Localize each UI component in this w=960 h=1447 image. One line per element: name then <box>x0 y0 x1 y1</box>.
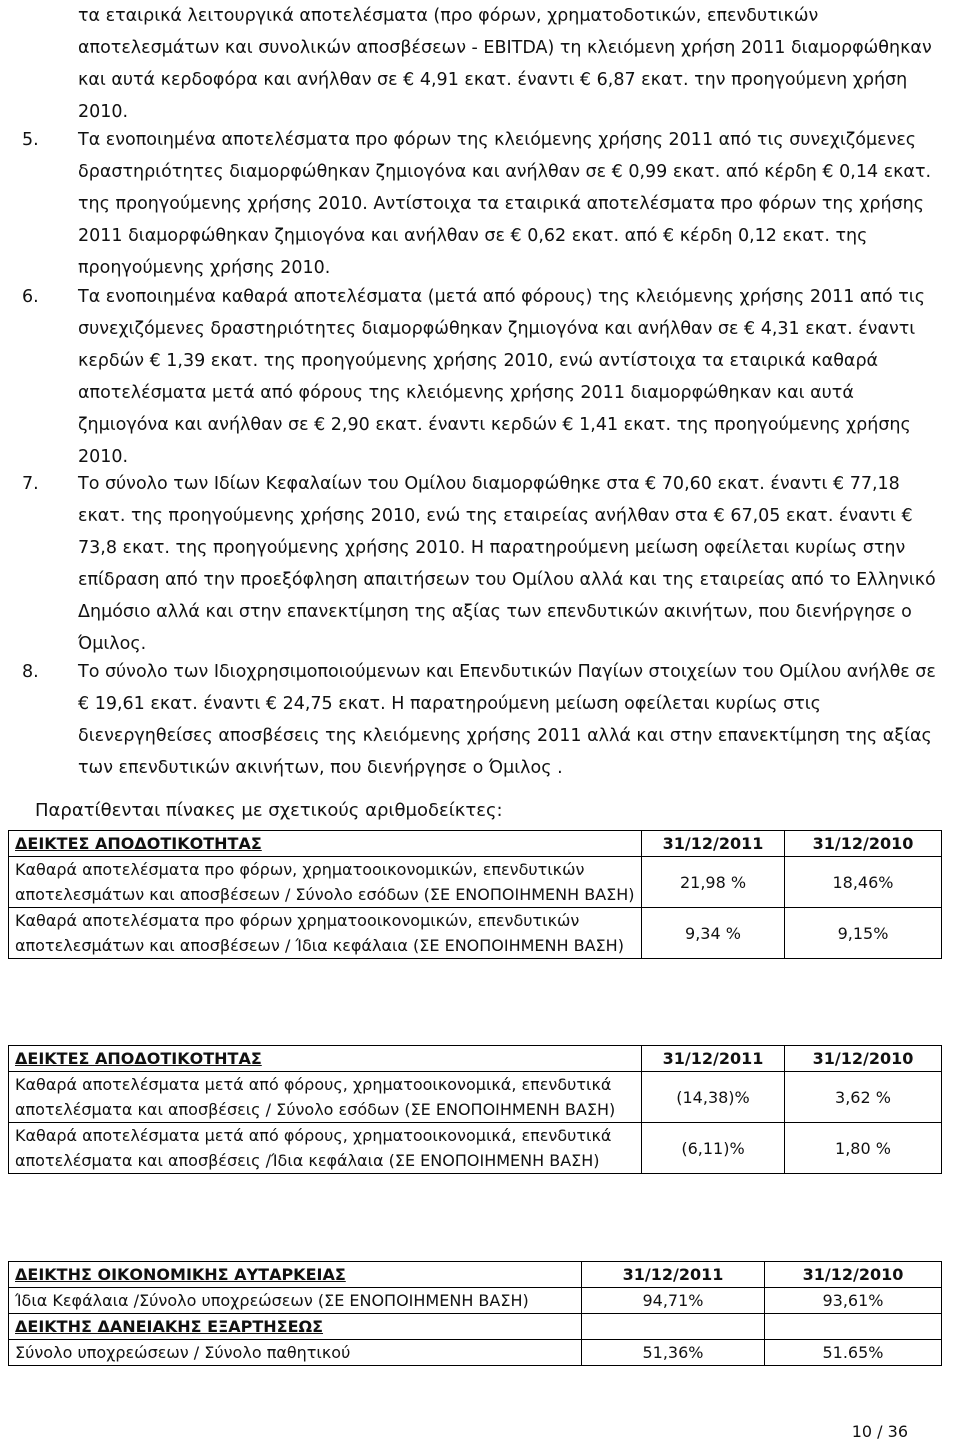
table-cell-label: Καθαρά αποτελέσματα προ φόρων, χρηματοοικονομικών, επενδυτικών αποτελεσμάτων και αποσβέσεων / Σύνολο εσόδων (ΣΕ ΕΝΟΠΟΙΗΜΕΝΗ ΒΑΣΗ) <box>9 857 642 908</box>
table-row <box>9 1288 942 1314</box>
table-cell-empty <box>765 1314 942 1340</box>
item-number: 5. <box>22 130 39 150</box>
table-subheader-cell: ΔΕΙΚΤΗΣ ΔΑΝΕΙΑΚΗΣ ΕΞΑΡΤΗΣΕΩΣ <box>9 1314 582 1340</box>
table-subheader-row <box>9 1314 942 1340</box>
table-cell-label: Ίδια Κεφάλαια /Σύνολο υποχρεώσεων (ΣΕ ΕΝΟΠΟΙΗΜΕΝΗ ΒΑΣΗ) <box>9 1288 582 1314</box>
table-cell-value: 93,61% <box>765 1288 942 1314</box>
table-cell-value: 51,36% <box>582 1340 765 1366</box>
table-cell-label: Καθαρά αποτελέσματα μετά από φόρους, χρηματοοικονομικά, επενδυτικά αποτελέσματα και αποσβέσεις / Σύνολο εσόδων (ΣΕ ΕΝΟΠΟΙΗΜΕΝΗ ΒΑΣΗ) <box>9 1072 642 1123</box>
table-header-cell: 31/12/2011 <box>582 1262 765 1288</box>
table-cell-value: (14,38)% <box>642 1072 785 1123</box>
item-number: 7. <box>22 474 39 494</box>
tables-intro: Παρατίθενται πίνακες με σχετικούς αριθμοδείκτες: <box>35 800 503 821</box>
table-cell-value: 1,80 % <box>785 1123 942 1174</box>
solvency-table <box>8 1261 942 1366</box>
table-header-cell: 31/12/2011 <box>642 1046 785 1072</box>
table-header-cell: ΔΕΙΚΤΕΣ ΑΠΟΔΟΤΙΚΟΤΗΤΑΣ <box>9 1046 642 1072</box>
table-header-cell: 31/12/2010 <box>765 1262 942 1288</box>
table-cell-value: 9,15% <box>785 908 942 959</box>
table-header-row <box>9 831 942 857</box>
profitability-table-2 <box>8 1045 942 1174</box>
item-number: 8. <box>22 662 39 682</box>
table-header-cell: 31/12/2010 <box>785 1046 942 1072</box>
page-number: 10 / 36 <box>851 1422 908 1441</box>
table-row <box>9 908 942 959</box>
table-row <box>9 857 942 908</box>
table-cell-value: 51.65% <box>765 1340 942 1366</box>
item-text: Τα ενοποιημένα αποτελέσματα προ φόρων της κλειόμενης χρήσης 2011 από τις συνεχιζόμενες δραστηριότητες διαμορφώθηκαν ζημιογόνα και ανήλθαν σε € 0,99 εκατ. από κέρδη € 0,14 εκατ. της προηγούμενης χρήσης 2010. Αντίστοιχα τα εταιρικά αποτελέσματα προ φόρων της χρήσης 2011 διαμορφώθηκαν ζημιογόνα και ανήλθαν σε € 0,62 εκατ. από € κέρδη 0,12 εκατ. της προηγούμενης χρήσης 2010. <box>78 130 932 278</box>
table-row <box>9 1123 942 1174</box>
table-header-cell: ΔΕΙΚΤΕΣ ΑΠΟΔΟΤΙΚΟΤΗΤΑΣ <box>9 831 642 857</box>
table-row <box>9 1340 942 1366</box>
table-cell-value: 18,46% <box>785 857 942 908</box>
item-text: Τα ενοποιημένα καθαρά αποτελέσματα (μετά από φόρους) της κλειόμενης χρήσης 2011 από τις συνεχιζόμενες δραστηριότητες διαμορφώθηκαν ζημιογόνα και ανήλθαν σε € 4,31 εκατ. έναντι κερδών € 1,39 εκατ. της προηγούμενης χρήσης 2010, ενώ αντίστοιχα τα εταιρικά καθαρά αποτελέσματα μετά από φόρους της κλειόμενης χρήσης 2011 διαμορφώθηκαν και αυτά ζημιογόνα και ανήλθαν σε € 2,90 εκατ. έναντι κερδών € 1,41 εκατ. της προηγούμενης χρήσης 2010. <box>78 287 925 467</box>
table-header-cell: ΔΕΙΚΤΗΣ ΟΙΚΟΝΟΜΙΚΗΣ ΑΥΤΑΡΚΕΙΑΣ <box>9 1262 582 1288</box>
table-cell-value: (6,11)% <box>642 1123 785 1174</box>
table-cell-empty <box>582 1314 765 1340</box>
table-cell-label: Καθαρά αποτελέσματα προ φόρων χρηματοοικονομικών, επενδυτικών αποτελεσμάτων και αποσβέσεων / Ίδια κεφάλαια (ΣΕ ΕΝΟΠΟΙΗΜΕΝΗ ΒΑΣΗ) <box>9 908 642 959</box>
item-text: Το σύνολο των Ιδίων Κεφαλαίων του Ομίλου διαμορφώθηκε στα € 70,60 εκατ. έναντι € 77,18 εκατ. της προηγούμενης χρήσης 2010, ενώ της εταιρείας ανήλθαν στα € 67,05 εκατ. έναντι € 73,8 εκατ. της προηγούμενης χρήσης 2010. Η παρατηρούμενη μείωση οφείλεται κυρίως στην επίδραση από την προεξόφληση απαιτήσεων του Ομίλου αλλά και της εταιρείας από το Ελληνικό Δημόσιο αλλά και στην επανεκτίμηση της αξίας των επενδυτικών ακινήτων, που διενήργησε ο Όμιλος. <box>78 474 936 654</box>
table-cell-label: Σύνολο υποχρεώσεων / Σύνολο παθητικού <box>9 1340 582 1366</box>
table-cell-value: 21,98 % <box>642 857 785 908</box>
table-cell-value: 3,62 % <box>785 1072 942 1123</box>
profitability-table-1 <box>8 830 942 959</box>
table-header-cell: 31/12/2011 <box>642 831 785 857</box>
table-header-cell: 31/12/2010 <box>785 831 942 857</box>
table-cell-value: 94,71% <box>582 1288 765 1314</box>
continuation-paragraph: τα εταιρικά λειτουργικά αποτελέσματα (προ φόρων, χρηματοδοτικών, επενδυτικών αποτελεσμάτων και συνολικών αποσβέσεων - EBITDA) τη κλειόμενη χρήση 2011 διαμορφώθηκαν και αυτά κερδοφόρα και ανήλθαν σε € 4,91 εκατ. έναντι € 6,87 εκατ. την προηγούμενη χρήση 2010. <box>78 6 932 122</box>
item-text: Το σύνολο των Ιδιοχρησιμοποιούμενων και Επενδυτικών Παγίων στοιχείων του Ομίλου ανήλθε σε € 19,61 εκατ. έναντι € 24,75 εκατ. Η παρατηρούμενη μείωση οφείλεται κυρίως στις διενεργηθείσες αποσβέσεις της κλειόμενης χρήσης 2011 αλλά και στην επανεκτίμηση της αξίας των επενδυτικών ακινήτων, που διενήργησε ο Όμιλος . <box>78 662 936 778</box>
item-number: 6. <box>22 287 39 307</box>
table-row <box>9 1072 942 1123</box>
table-cell-value: 9,34 % <box>642 908 785 959</box>
table-header-row <box>9 1046 942 1072</box>
table-cell-label: Καθαρά αποτελέσματα μετά από φόρους, χρηματοοικονομικά, επενδυτικά αποτελέσματα και αποσβέσεις /Ίδια κεφάλαια (ΣΕ ΕΝΟΠΟΙΗΜΕΝΗ ΒΑΣΗ) <box>9 1123 642 1174</box>
table-header-row <box>9 1262 942 1288</box>
